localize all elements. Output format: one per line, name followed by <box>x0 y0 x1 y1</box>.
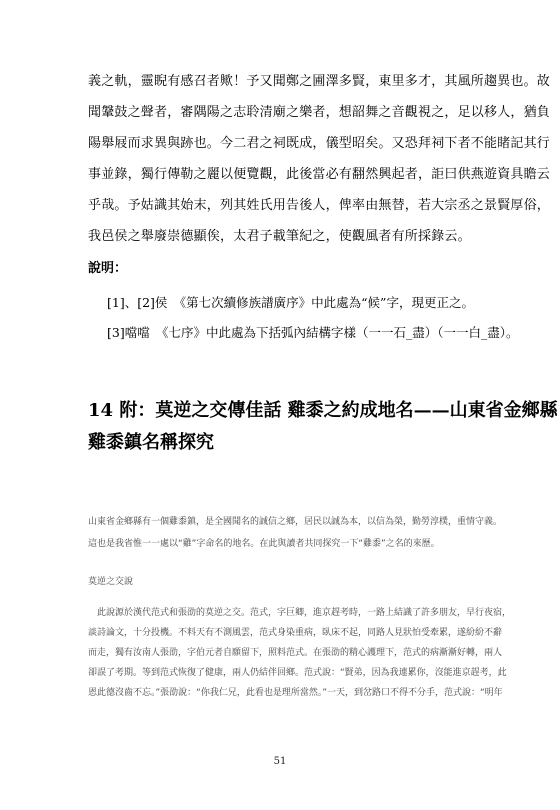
section-heading <box>88 395 558 459</box>
footnote-1: [1]、[2]侯 《第七次續修族譜廣序》中此處為“候”字，現更正之。 <box>107 295 474 310</box>
paragraph-line: 陽舉屐而求異與跡也。今二君之祠既成，儀型昭矣。又恐拜祠下者不能睹記其行 <box>88 136 551 151</box>
page-number: 51 <box>273 756 287 767</box>
notes-heading: 說明： <box>88 261 128 276</box>
body-line: 談詩論文，十分投機。不料天有不測風雲，范式身染重病，臥床不起，同路人見狀怕受牽累，遂紛紛不辭 <box>88 628 503 638</box>
body-line: 此說源於漢代范式和張劭的莫逆之交。范式，字巨卿，進京趕考時，一路上結識了許多朋友，早行夜宿， <box>88 608 512 618</box>
body-line: 而走，獨有汝南人張劭，字伯元者自願留下，照料范式。在張劭的精心護理下，范式的病漸漸好轉，兩人 <box>88 648 503 658</box>
subsection-title: 莫逆之交說 <box>88 577 134 587</box>
intro-line-2: 這也是我省惟一一處以“雞”字命名的地名。在此與讀者共同探究一下“雞黍”之名的來歷。 <box>88 539 440 549</box>
footnote-3: [3]噹噹 《七序》中此處為下括弧內結構字樣（一一石_盡）（一一白_盡）。 <box>107 325 519 340</box>
paragraph-line: 乎哉。予姑識其始末，列其姓氏用告後人，俾率由無替，若大宗丞之景賢厚俗， <box>88 198 551 213</box>
paragraph-line: 我邑侯之舉廢崇德顯俟，太君子載筆紀之，使觀風者有所採錄云。 <box>88 229 471 244</box>
main-paragraph <box>88 66 551 252</box>
paragraph-line: 義之軌，靈睨有感召者歟！予又聞鄭之圃澤多賢，東里多才，其風所趨異也。故 <box>88 74 551 89</box>
paragraph-line: 事並錄，獨行傳勒之麗以便覽觀，此後當必有翻然興起者，詎曰供燕遊資具瞻云 <box>88 167 551 182</box>
section-heading-line-1: 14 附：莫逆之交傳佳話 雞黍之約成地名——山東省金鄉縣 <box>88 400 558 421</box>
body-paragraph <box>88 603 512 703</box>
body-line: 卻誤了考期。等到范式恢復了健康，兩人仍結伴回鄉。范式說：“賢弟，因為我連累你，沒能進京趕考，此 <box>88 668 507 678</box>
section-heading-line-2: 雞黍鎮名稱探究 <box>88 432 214 453</box>
paragraph-line: 聞鞶鼓之聲者，審隅陽之志聆清廟之樂者，想韶舞之音觀視之，足以移人，猶負 <box>88 105 551 120</box>
intro-line-1: 山東省金鄉縣有一個雞黍鎮，是全國聞名的誠信之鄉，居民以誠為本，以信為榮，勤勞淳樸，重情守義。 <box>88 517 503 527</box>
body-line: 恩此德沒齒不忘。”張劭說：“你我仁兄，此看也是理所當然。”一天，到岔路口不得不分手，范式說：“明年 <box>88 688 503 698</box>
